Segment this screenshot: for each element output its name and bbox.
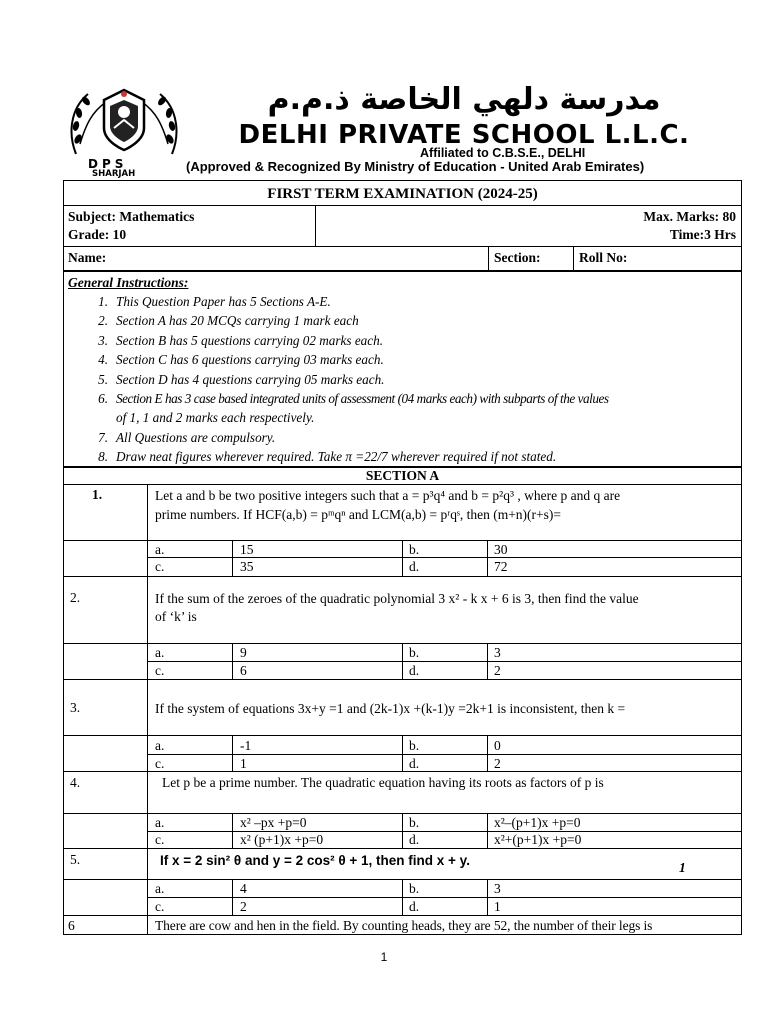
question-number: 5.: [70, 852, 81, 867]
option-value: 72: [494, 559, 508, 574]
instructions-list: [68, 292, 738, 467]
time-field: Time:3 Hrs: [669, 227, 736, 242]
option-value: 2: [494, 756, 501, 771]
option-value: x²–(p+1)x +p=0: [494, 815, 581, 830]
instruction-item: 3. Section B has 5 questions carrying 02 marks each.: [98, 332, 384, 348]
option-value: 2: [240, 899, 247, 914]
grade-field: Grade: 10: [68, 227, 127, 242]
question-text: Let p be a prime number. The quadratic equation having its roots as factors of p is: [162, 775, 604, 790]
option-label: b.: [409, 645, 420, 660]
instructions-heading: General Instructions:: [68, 275, 189, 290]
option-value: 30: [494, 542, 508, 557]
school-name: DELHI PRIVATE SCHOOL L.L.C.: [238, 120, 690, 150]
option-value: x²+(p+1)x +p=0: [494, 832, 582, 847]
roll-no-field: Roll No:: [579, 250, 628, 265]
option-label: c.: [155, 756, 165, 771]
logo-city: SHARJAH: [92, 169, 136, 179]
option-value: 3: [494, 881, 501, 896]
option-value: 0: [494, 738, 501, 753]
section-field: Section:: [494, 250, 541, 265]
option-value: 9: [240, 645, 247, 660]
question-text: There are cow and hen in the field. By counting heads, they are 52, the number of their legs is: [155, 918, 653, 933]
option-label: c.: [155, 663, 165, 678]
affiliation-text: Affiliated to C.B.S.E., DELHI: [420, 146, 586, 160]
question-number: 3.: [70, 700, 81, 715]
question-text: prime numbers. If HCF(a,b) = pᵐqⁿ and LCM(a,b) = pʳqˢ, then (m+n)(r+s)=: [155, 507, 562, 522]
instruction-item: 6. Section E has 3 case based integrated units of assessment (04 marks each) with subparts of the values: [98, 391, 609, 407]
option-label: b.: [409, 542, 420, 557]
option-label: c.: [155, 559, 165, 574]
question-text: of ‘k’ is: [155, 609, 197, 624]
section-a-title: SECTION A: [365, 468, 440, 483]
option-label: a.: [155, 645, 165, 660]
question-number: 1.: [92, 487, 103, 502]
option-value: 1: [494, 899, 501, 914]
question-text: Let a and b be two positive integers such that a = p³q⁴ and b = p²q³ , where p and q are: [155, 488, 621, 503]
instruction-item: 5. Section D has 4 questions carrying 05 marks each.: [98, 371, 385, 387]
option-label: b.: [409, 815, 420, 830]
instruction-item: of 1, 1 and 2 marks each respectively.: [116, 410, 315, 426]
option-value: 6: [240, 663, 247, 678]
page-number: 1: [380, 950, 388, 964]
option-value: 4: [240, 881, 247, 896]
option-value: -1: [240, 738, 252, 753]
option-value: 35: [240, 559, 254, 574]
option-label: d.: [409, 899, 420, 914]
instruction-item: 7. All Questions are compulsory.: [98, 429, 276, 445]
option-value: x² (p+1)x +p=0: [240, 832, 324, 847]
question-text: If the sum of the zeroes of the quadratic polynomial 3 x² - k x + 6 is 3, then find the value: [155, 591, 639, 606]
question-text: If x = 2 sin² θ and y = 2 cos² θ + 1, then find x + y.: [160, 853, 470, 868]
question-number: 4.: [70, 775, 81, 790]
school-name-arabic: مدرسة دلهي الخاصة ذ.م.م: [267, 82, 661, 117]
name-field: Name:: [68, 250, 107, 265]
option-label: b.: [409, 738, 420, 753]
exam-title: FIRST TERM EXAMINATION (2024-25): [267, 186, 538, 202]
option-label: a.: [155, 542, 165, 557]
instruction-item: 1. This Question Paper has 5 Sections A-E.: [98, 294, 331, 309]
instruction-item: 4. Section C has 6 questions carrying 03 marks each.: [98, 352, 384, 368]
option-label: d.: [409, 663, 420, 678]
option-label: a.: [155, 738, 165, 753]
question-marks: 1: [679, 860, 686, 875]
max-marks-field: Max. Marks: 80: [643, 209, 736, 224]
subject-field: Subject: Mathematics: [68, 209, 195, 224]
option-label: b.: [409, 881, 420, 896]
question-number: 2.: [70, 590, 81, 605]
option-value: x² –px +p=0: [240, 815, 307, 830]
question-number: 6: [68, 918, 75, 933]
option-label: d.: [409, 559, 420, 574]
option-value: 1: [240, 756, 247, 771]
option-label: d.: [409, 832, 420, 847]
option-value: 2: [494, 663, 501, 678]
option-label: c.: [155, 832, 165, 847]
logo-abbreviation: DPS: [88, 157, 128, 171]
option-label: a.: [155, 815, 165, 830]
option-value: 3: [494, 645, 501, 660]
school-logo-icon: [66, 84, 182, 160]
question-text: If the system of equations 3x+y =1 and (2k-1)x +(k-1)y =2k+1 is inconsistent, then k =: [155, 701, 626, 716]
option-label: d.: [409, 756, 420, 771]
option-value: 15: [240, 542, 254, 557]
approval-text: (Approved & Recognized By Ministry of Education - United Arab Emirates): [186, 159, 645, 174]
option-label: c.: [155, 899, 165, 914]
option-label: a.: [155, 881, 165, 896]
instruction-item: 2. Section A has 20 MCQs carrying 1 mark each: [98, 313, 359, 329]
instruction-item: 8. Draw neat figures wherever required. Take π =22/7 wherever required if not stated.: [98, 449, 557, 465]
